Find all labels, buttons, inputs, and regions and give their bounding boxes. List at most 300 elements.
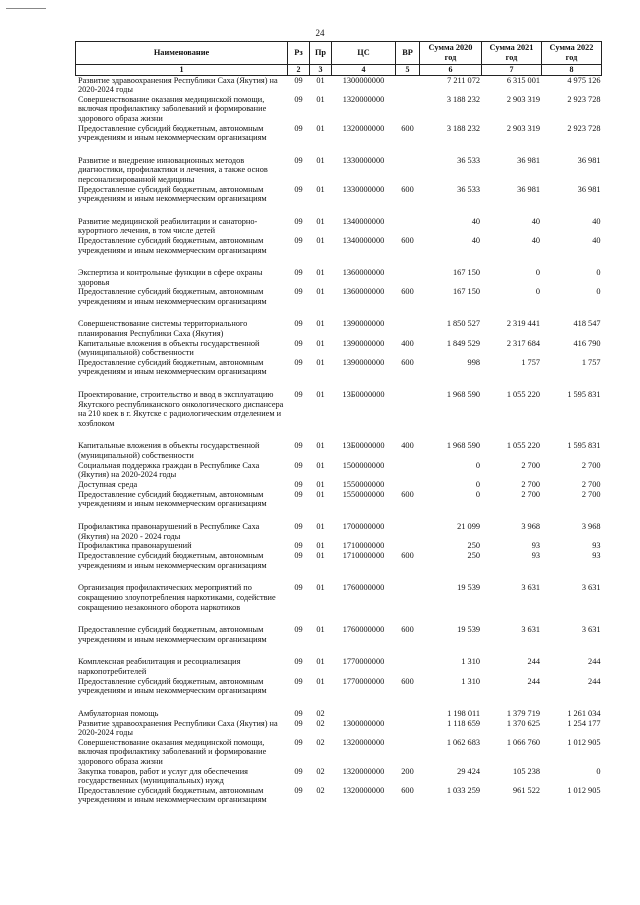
top-rule (6, 8, 46, 9)
table-row (76, 709, 602, 719)
row-sum-2022: 2 923 728 (567, 123, 601, 133)
row-name: Предоставление субсидий бюджетным, автономным учреждениям и иным некоммерческим организациям (78, 489, 267, 509)
row-sum-2022: 1 595 831 (567, 441, 601, 451)
table-row (76, 441, 602, 460)
row-sum-2020: 1 849 529 (446, 338, 480, 348)
row-vr (396, 390, 420, 428)
row-rz: 09 (294, 184, 303, 194)
row-name: Экспертиза и контрольные функции в сфере охраны здоровья (78, 268, 263, 287)
row-cs: 1330000000 (342, 155, 385, 165)
row-sum-2020: 1 033 259 (446, 785, 480, 795)
col-number: 1 (76, 65, 288, 76)
row-sum-2022: 1 757 (581, 357, 601, 367)
spacer-cell (76, 612, 602, 625)
row-name: Предоставление субсидий бюджетным, автономным учреждениям и иным некоммерческим организациям (78, 676, 267, 696)
row-vr (396, 480, 420, 490)
row-pr: 02 (316, 785, 325, 795)
row-cs: 1340000000 (342, 216, 385, 226)
row-pr: 01 (316, 489, 325, 499)
row-name: Проектирование, строительство и ввод в эксплуатацию Якутского республиканского онкологического диспансера на 210 коек в г. Якутске с радиологическим отделением и хозблоком (78, 390, 284, 428)
table-row (76, 738, 602, 767)
row-rz: 09 (294, 625, 303, 635)
row-rz: 09 (294, 541, 303, 551)
row-sum-2021: 0 (535, 287, 540, 297)
table-row (76, 390, 602, 428)
row-name: Предоставление субсидий бюджетным, автономным учреждениям и иным некоммерческим организациям (78, 235, 267, 255)
row-sum-2022: 418 547 (573, 319, 601, 329)
row-sum-2020: 0 (475, 489, 480, 499)
row-name: Совершенствование оказания медицинской помощи, включая профилактику заболеваний и формирование здорового образа жизни (78, 94, 267, 123)
spacer-cell (76, 143, 602, 156)
row-vr: 600 (401, 676, 414, 686)
row-sum-2021: 2 700 (521, 489, 540, 499)
row-sum-2021: 0 (535, 268, 540, 278)
row-name: Организация профилактических мероприятий по сокращению злоупотребления наркотиками, содействие сокращению незаконного оборота наркотиков (78, 583, 276, 612)
table-row (76, 358, 602, 377)
row-cs: 1320000000 (342, 123, 385, 133)
row-sum-2021: 2 319 441 (506, 319, 540, 329)
row-cs: 1770000000 (342, 657, 385, 667)
row-pr: 01 (316, 319, 325, 329)
row-sum-2021: 961 522 (513, 785, 540, 795)
spacer-cell (76, 255, 602, 268)
row-sum-2022: 2 923 728 (567, 94, 601, 104)
row-cs: 1550000000 (342, 479, 385, 489)
row-sum-2020: 167 150 (453, 268, 480, 278)
header-cs: ЦС (332, 42, 396, 65)
row-rz: 09 (294, 155, 303, 165)
row-name: Предоставление субсидий бюджетным, автономным учреждениям и иным некоммерческим организациям (78, 785, 267, 805)
spacer-cell (76, 204, 602, 217)
table-row (76, 551, 602, 570)
table-row (76, 541, 602, 551)
row-sum-2021: 2 903 319 (506, 94, 540, 104)
row-pr: 02 (316, 708, 325, 718)
row-spacer (76, 509, 602, 522)
row-name: Предоставление субсидий бюджетным, автономным учреждениям и иным некоммерческим организациям (78, 551, 267, 570)
row-vr: 600 (401, 357, 414, 367)
row-cs: 1710000000 (342, 541, 385, 551)
row-vr (396, 75, 420, 95)
row-sum-2020: 19 539 (457, 583, 480, 593)
spacer-cell (76, 644, 602, 657)
header-vr: ВР (396, 42, 420, 65)
row-vr (396, 719, 420, 738)
row-sum-2020: 7 211 072 (447, 75, 480, 85)
row-sum-2021: 1 066 760 (506, 737, 540, 747)
row-vr (396, 461, 420, 480)
row-sum-2022: 2 700 (581, 489, 601, 499)
row-pr: 01 (316, 94, 325, 104)
row-pr: 01 (316, 123, 325, 133)
table-row (76, 522, 602, 541)
row-vr (396, 156, 420, 185)
column-number-row (76, 65, 602, 76)
row-name: Социальная поддержка граждан в Республике Саха (Якутия) на 2020-2024 годы (78, 460, 260, 480)
row-rz: 09 (294, 785, 303, 795)
row-sum-2021: 1 055 220 (506, 441, 540, 451)
row-rz: 09 (294, 235, 303, 245)
row-name: Доступная среда (78, 479, 138, 489)
row-vr (396, 709, 420, 719)
row-sum-2022: 0 (596, 268, 601, 278)
row-sum-2022: 93 (592, 541, 601, 551)
row-pr: 01 (316, 390, 325, 400)
row-cs: 1300000000 (342, 75, 385, 85)
row-name: Закупка товаров, работ и услуг для обеспечения государственных (муниципальных) нужд (78, 766, 248, 786)
col-number: 3 (310, 65, 332, 76)
row-cs: 1550000000 (342, 489, 385, 499)
row-sum-2021: 93 (531, 541, 540, 551)
row-sum-2020: 3 188 232 (446, 94, 480, 104)
row-spacer (76, 377, 602, 390)
row-sum-2021: 1 379 719 (506, 708, 540, 718)
table-row (76, 95, 602, 124)
row-pr: 01 (316, 357, 325, 367)
row-sum-2022: 40 (592, 235, 601, 245)
row-spacer (76, 255, 602, 268)
row-sum-2021: 244 (527, 676, 540, 686)
row-rz: 09 (294, 460, 303, 470)
row-sum-2022: 244 (588, 676, 601, 686)
table-row (76, 461, 602, 480)
row-sum-2022: 416 790 (573, 338, 601, 348)
row-sum-2021: 2 700 (521, 460, 540, 470)
row-sum-2022: 36 981 (577, 155, 601, 165)
row-sum-2020: 1 310 (461, 676, 480, 686)
row-cs: 1390000000 (342, 338, 385, 348)
row-sum-2021: 1 757 (521, 357, 540, 367)
row-pr: 01 (316, 287, 325, 297)
row-cs: 1320000000 (342, 785, 385, 795)
col-number: 6 (420, 65, 482, 76)
row-name: Развитие здравоохранения Республики Саха (Якутия) на 2020-2024 годы (78, 718, 278, 738)
row-name: Развитие и внедрение инновационных методов диагностики, профилактики и лечения, а также основ персонализированной медицины (78, 155, 268, 184)
row-rz: 09 (294, 441, 303, 451)
row-rz: 09 (294, 718, 303, 728)
row-sum-2022: 3 968 (581, 521, 601, 531)
row-vr (396, 583, 420, 612)
header-name: Наименование (76, 42, 288, 65)
row-name: Капитальные вложения в объекты государственной (муниципальной) собственности (78, 338, 260, 358)
row-sum-2022: 2 700 (581, 460, 601, 470)
row-name: Амбулаторная помощь (78, 708, 159, 718)
row-name: Предоставление субсидий бюджетным, автономным учреждениям и иным некоммерческим организациям (78, 184, 267, 204)
row-spacer (76, 143, 602, 156)
row-vr: 600 (401, 625, 414, 635)
row-sum-2021: 105 238 (513, 766, 540, 776)
row-sum-2020: 3 188 232 (446, 123, 480, 133)
table-row (76, 217, 602, 236)
row-rz: 09 (294, 319, 303, 329)
row-sum-2021: 3 968 (521, 521, 540, 531)
row-pr: 01 (316, 75, 325, 85)
table-row (76, 124, 602, 143)
header-rz: Рз (288, 42, 310, 65)
row-pr: 01 (316, 268, 325, 278)
table-row (76, 319, 602, 338)
row-sum-2020: 167 150 (453, 287, 480, 297)
row-name: Развитие медицинской реабилитации и санаторно-курортного лечения, в том числе детей (78, 216, 258, 236)
row-sum-2021: 36 981 (517, 155, 540, 165)
row-rz: 09 (294, 287, 303, 297)
table-row (76, 625, 602, 644)
row-vr: 200 (401, 766, 414, 776)
row-pr: 02 (316, 766, 325, 776)
row-cs: 1320000000 (342, 766, 385, 776)
row-pr: 01 (316, 338, 325, 348)
row-sum-2022: 36 981 (577, 184, 601, 194)
row-sum-2021: 40 (531, 235, 540, 245)
row-vr: 600 (401, 287, 414, 297)
row-sum-2022: 1 595 831 (567, 390, 601, 400)
row-vr: 600 (401, 551, 414, 561)
row-sum-2021: 6 315 001 (506, 75, 540, 85)
row-sum-2022: 1 254 177 (567, 718, 601, 728)
row-spacer (76, 306, 602, 319)
row-rz: 09 (294, 357, 303, 367)
row-sum-2020: 250 (467, 551, 480, 561)
table-row (76, 339, 602, 358)
row-cs: 1360000000 (342, 268, 385, 278)
spacer-cell (76, 570, 602, 583)
row-sum-2022: 1 261 034 (567, 708, 601, 718)
row-pr: 01 (316, 521, 325, 531)
row-spacer (76, 612, 602, 625)
row-rz: 09 (294, 551, 303, 561)
row-rz: 09 (294, 268, 303, 278)
row-cs: 1320000000 (342, 737, 385, 747)
row-vr (396, 95, 420, 124)
row-vr (396, 738, 420, 767)
row-vr: 600 (401, 785, 414, 795)
row-sum-2022: 0 (596, 766, 601, 776)
row-rz: 09 (294, 737, 303, 747)
row-vr (396, 319, 420, 338)
col-number: 4 (332, 65, 396, 76)
row-name: Развитие здравоохранения Республики Саха (Якутия) на 2020-2024 годы (78, 75, 278, 95)
row-cs: 1330000000 (342, 184, 385, 194)
spacer-cell (76, 306, 602, 319)
row-cs: 1500000000 (342, 460, 385, 470)
row-pr: 01 (316, 235, 325, 245)
table-row (76, 490, 602, 509)
row-sum-2020: 40 (471, 216, 480, 226)
row-sum-2020: 36 533 (457, 184, 480, 194)
row-pr: 01 (316, 479, 325, 489)
row-pr: 01 (316, 216, 325, 226)
row-sum-2022: 2 700 (581, 479, 601, 489)
row-sum-2020: 21 099 (457, 521, 480, 531)
col-number: 7 (482, 65, 542, 76)
row-cs: 1390000000 (342, 357, 385, 367)
row-name: Совершенствование системы территориального планирования Республики Саха (Якутия) (78, 319, 248, 339)
row-pr: 02 (316, 718, 325, 728)
spacer-cell (76, 509, 602, 522)
row-sum-2020: 1 968 590 (446, 441, 480, 451)
row-name: Предоставление субсидий бюджетным, автономным учреждениям и иным некоммерческим организациям (78, 357, 267, 377)
row-rz: 09 (294, 75, 303, 85)
row-pr: 01 (316, 460, 325, 470)
row-vr: 400 (401, 441, 414, 451)
row-vr: 600 (401, 489, 414, 499)
row-sum-2022: 93 (592, 551, 601, 561)
table-row (76, 185, 602, 204)
row-sum-2020: 1 198 011 (447, 708, 480, 718)
row-name: Предоставление субсидий бюджетным, автономным учреждениям и иным некоммерческим организациям (78, 625, 267, 644)
row-vr: 600 (401, 184, 414, 194)
row-name: Профилактика правонарушений (78, 541, 192, 551)
table-row (76, 480, 602, 490)
row-name: Комплексная реабилитация и ресоциализация наркопотребителей (78, 657, 241, 676)
row-sum-2021: 3 631 (521, 625, 540, 635)
row-spacer (76, 696, 602, 709)
header-sum-2021: Сумма 2021 год (482, 42, 542, 65)
row-sum-2020: 1 062 683 (446, 737, 480, 747)
row-pr: 01 (316, 155, 325, 165)
row-sum-2021: 93 (531, 551, 540, 561)
row-sum-2020: 0 (475, 479, 480, 489)
row-vr (396, 268, 420, 287)
row-sum-2021: 3 631 (521, 583, 540, 593)
row-sum-2021: 244 (527, 657, 540, 667)
row-pr: 01 (316, 657, 325, 667)
table-row (76, 767, 602, 786)
row-rz: 09 (294, 390, 303, 400)
row-rz: 09 (294, 583, 303, 593)
row-cs: 1760000000 (342, 625, 385, 635)
row-vr: 600 (401, 235, 414, 245)
row-sum-2020: 0 (475, 460, 480, 470)
table-row (76, 236, 602, 255)
row-vr (396, 217, 420, 236)
table-row (76, 156, 602, 185)
row-sum-2020: 998 (467, 357, 480, 367)
row-vr: 600 (401, 123, 414, 133)
row-cs: 1300000000 (342, 718, 385, 728)
row-cs: 1770000000 (342, 676, 385, 686)
row-rz: 09 (294, 521, 303, 531)
row-rz: 09 (294, 123, 303, 133)
table-row (76, 287, 602, 306)
row-rz: 09 (294, 766, 303, 776)
row-cs: 13Б0000000 (342, 441, 385, 451)
col-number: 2 (288, 65, 310, 76)
table-row (76, 75, 602, 95)
row-cs: 1340000000 (342, 235, 385, 245)
row-name: Предоставление субсидий бюджетным, автономным учреждениям и иным некоммерческим организациям (78, 123, 267, 143)
row-sum-2021: 2 317 684 (506, 338, 540, 348)
table-row (76, 677, 602, 696)
col-number: 8 (542, 65, 602, 76)
row-sum-2021: 1 370 625 (506, 718, 540, 728)
row-cs: 1710000000 (342, 551, 385, 561)
row-sum-2020: 40 (471, 235, 480, 245)
row-pr: 01 (316, 583, 325, 593)
spacer-cell (76, 696, 602, 709)
row-vr (396, 541, 420, 551)
row-rz: 09 (294, 676, 303, 686)
row-pr: 01 (316, 441, 325, 451)
row-rz: 09 (294, 338, 303, 348)
row-sum-2020: 36 533 (457, 155, 480, 165)
row-sum-2022: 4 975 126 (567, 75, 601, 85)
table-row (76, 786, 602, 805)
row-spacer (76, 570, 602, 583)
row-name: Профилактика правонарушений в Республике Саха (Якутия) на 2020 - 2024 годы (78, 521, 260, 541)
row-cs (332, 709, 396, 719)
row-pr: 02 (316, 737, 325, 747)
row-sum-2021: 1 055 220 (506, 390, 540, 400)
row-rz: 09 (294, 489, 303, 499)
row-vr (396, 657, 420, 676)
row-spacer (76, 204, 602, 217)
row-sum-2020: 19 539 (457, 625, 480, 635)
row-sum-2021: 2 903 319 (506, 123, 540, 133)
row-sum-2022: 3 631 (581, 625, 601, 635)
row-cs: 1700000000 (342, 521, 385, 531)
spacer-cell (76, 377, 602, 390)
header-sum-2020: Сумма 2020 год (420, 42, 482, 65)
row-pr: 01 (316, 541, 325, 551)
header-row (76, 42, 602, 65)
row-vr: 400 (401, 338, 414, 348)
row-pr: 01 (316, 676, 325, 686)
row-sum-2022: 244 (588, 657, 601, 667)
col-number: 5 (396, 65, 420, 76)
row-pr: 01 (316, 184, 325, 194)
row-spacer (76, 644, 602, 657)
row-name: Капитальные вложения в объекты государственной (муниципальной) собственности (78, 441, 260, 460)
row-name: Совершенствование оказания медицинской помощи, включая профилактику заболеваний и формирование здорового образа жизни (78, 737, 267, 767)
row-pr: 01 (316, 625, 325, 635)
spacer-cell (76, 428, 602, 441)
row-rz: 09 (294, 657, 303, 667)
row-sum-2020: 1 968 590 (446, 390, 480, 400)
row-sum-2020: 1 118 659 (447, 718, 480, 728)
row-rz: 09 (294, 479, 303, 489)
header-pr: Пр (310, 42, 332, 65)
row-cs: 1760000000 (342, 583, 385, 593)
table-row (76, 719, 602, 738)
table-body (76, 75, 602, 805)
row-sum-2021: 40 (531, 216, 540, 226)
page-number: 24 (315, 28, 325, 38)
row-sum-2022: 1 012 905 (567, 785, 601, 795)
row-sum-2022: 3 631 (581, 583, 601, 593)
row-vr (396, 522, 420, 541)
row-sum-2020: 1 850 527 (446, 319, 480, 329)
row-sum-2022: 1 012 905 (567, 737, 601, 747)
row-sum-2020: 1 310 (461, 657, 480, 667)
table-row (76, 268, 602, 287)
row-rz: 09 (294, 216, 303, 226)
row-sum-2021: 36 981 (517, 184, 540, 194)
row-name: Предоставление субсидий бюджетным, автономным учреждениям и иным некоммерческим организациям (78, 287, 267, 306)
row-cs: 1390000000 (342, 319, 385, 329)
table-row (76, 657, 602, 676)
row-pr: 01 (316, 551, 325, 561)
table-row (76, 583, 602, 612)
row-sum-2022: 40 (592, 216, 601, 226)
row-sum-2022: 0 (596, 287, 601, 297)
row-cs: 13Б0000000 (342, 390, 385, 400)
row-rz: 09 (294, 708, 303, 718)
budget-table (75, 41, 602, 805)
header-sum-2022: Сумма 2022 год (542, 42, 602, 65)
row-sum-2020: 250 (467, 541, 480, 551)
row-spacer (76, 428, 602, 441)
